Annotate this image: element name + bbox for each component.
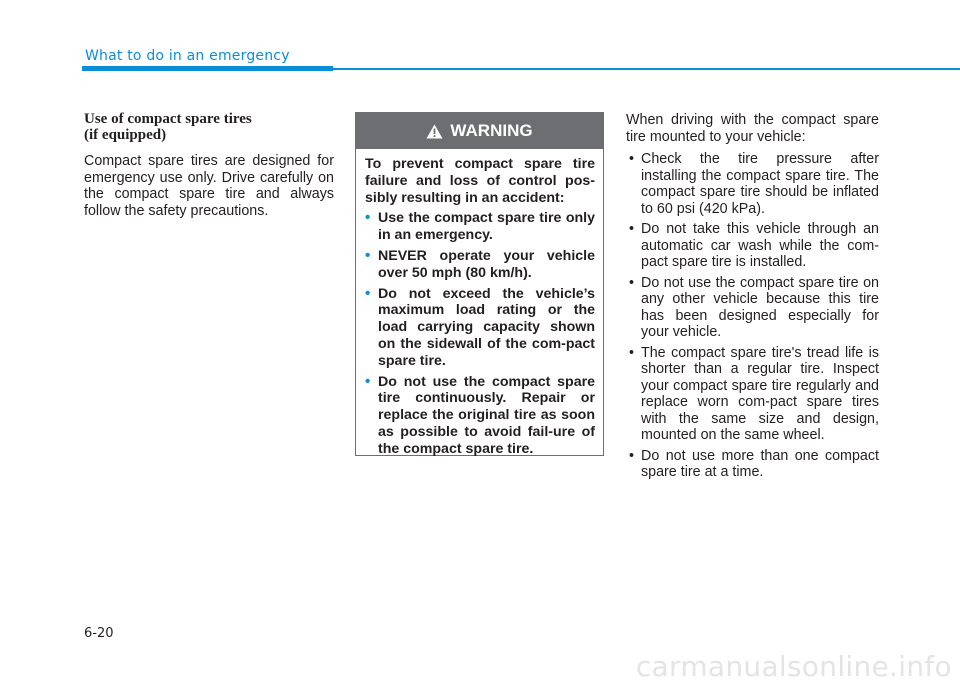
- precaution-list: [626, 151, 879, 481]
- right-intro: When driving with the compact spare tire mounted to your vehicle:: [626, 112, 879, 145]
- warning-box: [355, 112, 604, 456]
- warning-header: [356, 113, 603, 149]
- warning-item: • Do not use the compact spare tire continuously. Repair or replace the original tire as soon as possible to avoid fail-ure of the compact spare tire.: [365, 374, 595, 458]
- warning-item: • Use the compact spare tire only in an emergency.: [365, 210, 595, 244]
- warning-item: • Do not exceed the vehicle’s maximum load rating or the load carrying capacity shown on the sidewall of the com-pact spare tire.: [365, 286, 595, 370]
- subsection-heading-line1: Use of compact spare tires: [84, 111, 252, 127]
- header-rule-thick: [82, 66, 333, 71]
- subsection-heading: [84, 111, 334, 143]
- precaution-item: • Do not use the compact spare tire on any other vehicle because this tire has been designed especially for your vehicle.: [626, 275, 879, 341]
- precaution-item: • Do not take this vehicle through an automatic car wash while the com-pact spare tire is installed.: [626, 221, 879, 271]
- warning-triangle-icon: [426, 124, 443, 139]
- right-column: [626, 112, 879, 485]
- warning-item: • NEVER operate your vehicle over 50 mph (80 km/h).: [365, 248, 595, 282]
- intro-paragraph: Compact spare tires are designed for emergency use only. Drive carefully on the compact spare tire and always follow the safety precautions.: [84, 153, 334, 219]
- warning-body: [356, 149, 603, 458]
- section-title: What to do in an emergency: [85, 48, 290, 64]
- precaution-item: • The compact spare tire's tread life is shorter than a regular tire. Inspect your compact spare tire regularly and replace worn com-pact spare tires with the same size and design, mounted on the same wheel.: [626, 345, 879, 444]
- watermark[interactable]: carmanualsonline.info: [635, 650, 952, 683]
- precaution-item: • Check the tire pressure after installing the compact spare tire. The compact spare tire should be inflated to 60 psi (420 kPa).: [626, 151, 879, 217]
- warning-label: WARNING: [450, 121, 533, 140]
- subsection-heading-line2: (if equipped): [84, 127, 167, 143]
- header-rule-thin: [333, 68, 960, 70]
- warning-list: [365, 210, 595, 457]
- left-column: [84, 111, 334, 219]
- precaution-item: • Do not use more than one compact spare tire at a time.: [626, 448, 879, 481]
- page-number: 6-20: [84, 626, 114, 641]
- warning-intro: To prevent compact spare tire failure and loss of control pos-sibly resulting in an accident:: [365, 156, 595, 206]
